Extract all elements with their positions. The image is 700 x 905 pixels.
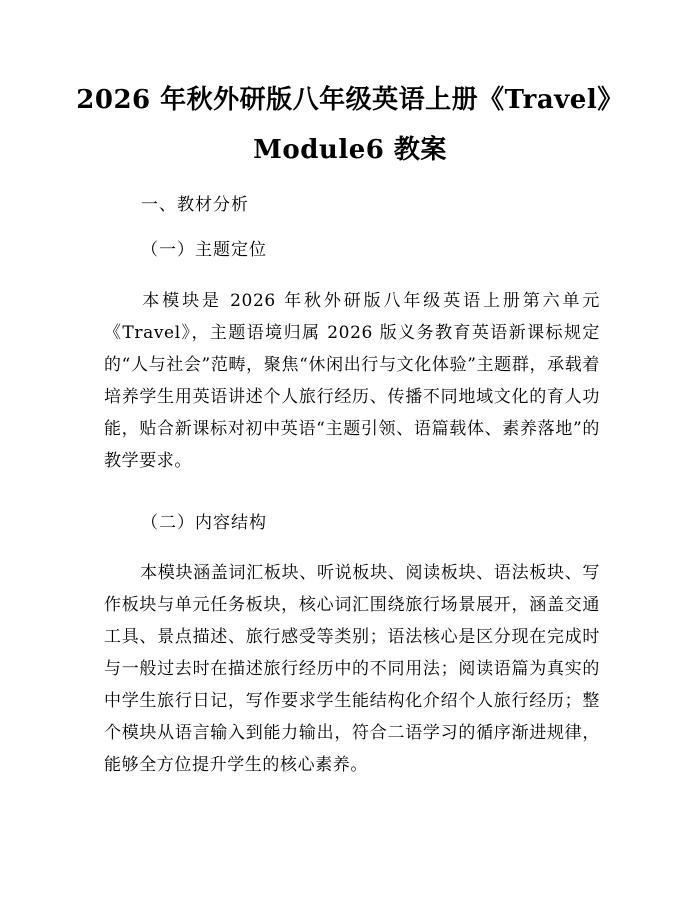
subsection-heading-theme: （一）主题定位: [141, 240, 267, 260]
paragraph-theme-positioning: [104, 285, 600, 477]
paragraph-structure-text: 本模块涵盖词汇板块、听说板块、阅读板块、语法板块、写作板块与单元任务板块，核心词汇围绕旅行场景展开，涵盖交通工具、景点描述、旅行感受等类别；语法核心是区分现在完成时与一般过去时在描述旅行经历中的不同用法；阅读语篇为真实的中学生旅行日记，写作要求学生能结构化介绍个人旅行经历；整个模块从语言输入到能力输出，符合二语学习的循序渐进规律，能够全方位提升学生的核心素养。: [104, 563, 600, 775]
paragraph-theme-text: 本模块是 2026 年秋外研版八年级英语上册第六单元《Travel》，主题语境归属 2026 版义务教育英语新课标规定的“人与社会”范畴，聚焦“休闲出行与文化体验”主题群，承载着培养学生用英语讲述个人旅行经历、传播不同地域文化的育人功能，贴合新课标对初中英语“主题引领、语篇载体、素养落地”的教学要求。: [104, 291, 600, 471]
document-title-line2: Module6 教案: [253, 135, 447, 165]
document-title-line1: 2026 年秋外研版八年级英语上册《Travel》: [76, 85, 624, 115]
subsection-heading-structure: （二）内容结构: [141, 513, 267, 533]
section-heading-textbook-analysis: 一、教材分析: [141, 195, 249, 215]
paragraph-content-structure: [104, 557, 600, 781]
